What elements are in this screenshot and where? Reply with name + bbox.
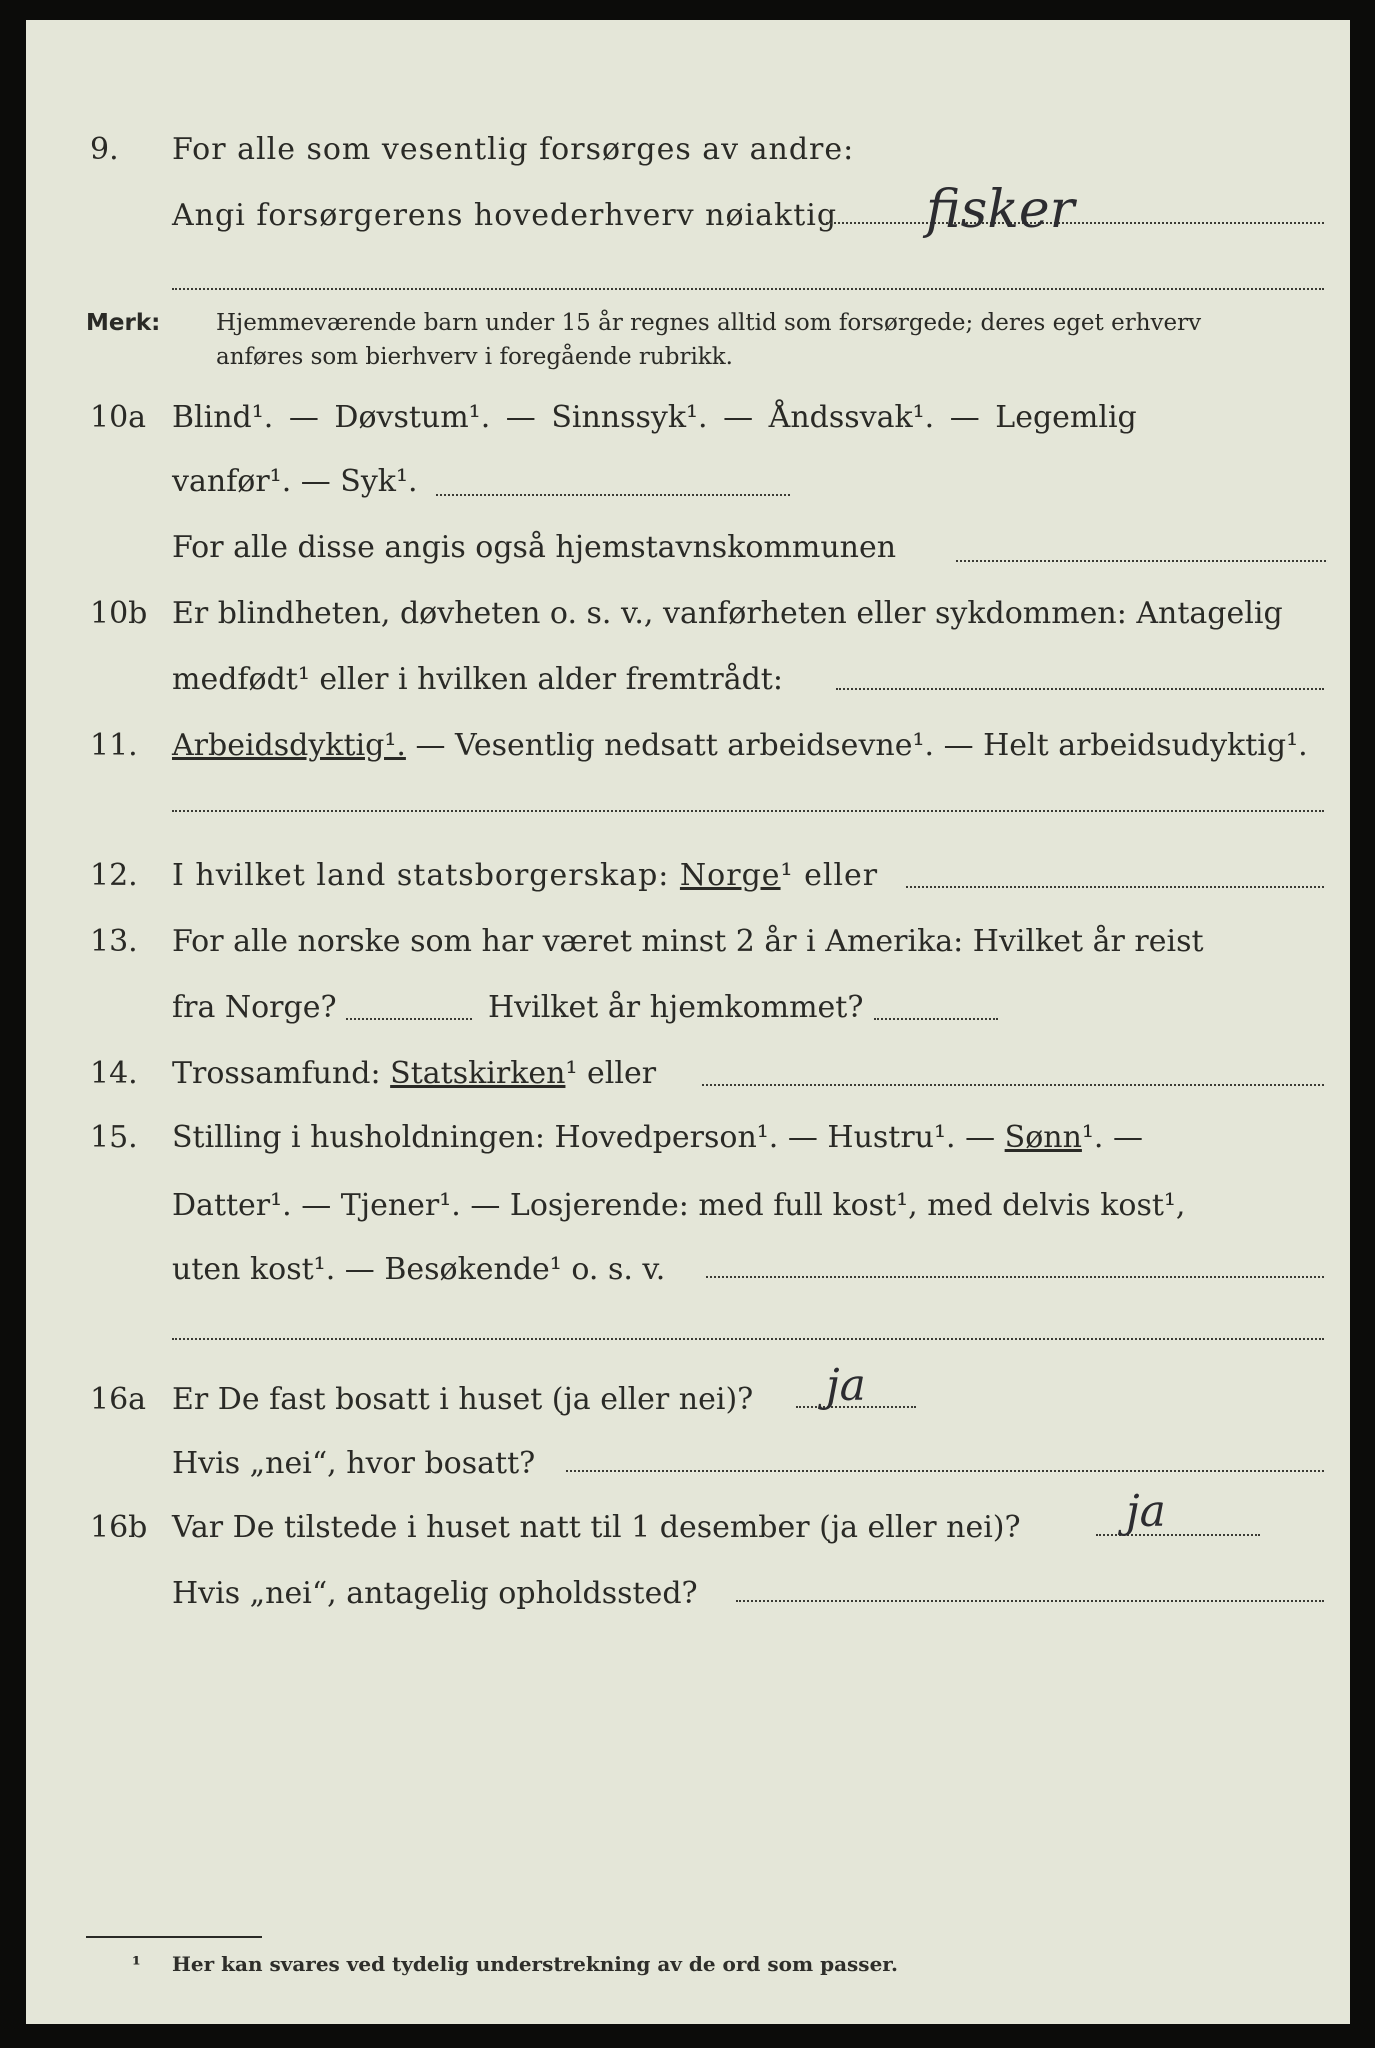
answer-line bbox=[436, 494, 790, 496]
answer-line bbox=[346, 1018, 472, 1020]
note-text: Hjemmeværende barn under 15 år regnes alltid som forsørgede; deres eget erhverv bbox=[216, 310, 1202, 336]
question-text bbox=[172, 728, 1308, 763]
question-number: 9. bbox=[90, 132, 119, 167]
answer-line bbox=[1096, 1534, 1260, 1536]
question-text bbox=[172, 858, 878, 893]
question-text: For alle som vesentlig forsørges av andre: bbox=[172, 132, 855, 167]
answer-line bbox=[906, 886, 1324, 888]
answer-line bbox=[956, 560, 1326, 562]
footnote-rule bbox=[86, 1936, 262, 1938]
question-number: 13. bbox=[90, 924, 138, 959]
answer-line bbox=[874, 1018, 998, 1020]
question-text: Hvis „nei“, antagelig opholdssted? bbox=[172, 1576, 698, 1611]
question-text: For alle norske som har været minst 2 år i Amerika: Hvilket år reist bbox=[172, 924, 1204, 959]
footnote-text: Her kan svares ved tydelig understrekning av de ord som passer. bbox=[172, 1952, 898, 1976]
selected-option: Sønn bbox=[1004, 1120, 1082, 1155]
question-number: 14. bbox=[90, 1056, 138, 1091]
selected-option: Arbeidsdyktig¹. bbox=[172, 728, 406, 763]
question-text: Er blindheten, døvheten o. s. v., vanførheten eller sykdommen: Antagelig bbox=[172, 596, 1283, 631]
question-text: vanfør¹. — Syk¹. bbox=[172, 464, 418, 499]
question-text: Er De fast bosatt i huset (ja eller nei)? bbox=[172, 1382, 754, 1417]
census-form-page bbox=[26, 20, 1350, 2024]
question-number: 16a bbox=[90, 1382, 147, 1417]
question-text: Datter¹. — Tjener¹. — Losjerende: med full kost¹, med delvis kost¹, bbox=[172, 1188, 1186, 1223]
selected-option: Statskirken bbox=[390, 1056, 566, 1091]
footnote-marker: ¹ bbox=[132, 1952, 141, 1976]
question-number: 10b bbox=[90, 596, 148, 631]
options-text: — Vesentlig nedsatt arbeidsevne¹. — Helt arbeidsudyktig¹. bbox=[405, 728, 1308, 763]
question-suffix: ¹ eller bbox=[780, 858, 879, 893]
answer-line bbox=[826, 222, 1324, 224]
selected-option: Norge bbox=[679, 858, 781, 893]
answer-line bbox=[836, 688, 1324, 690]
question-suffix: ¹. — bbox=[1081, 1120, 1144, 1155]
question-text: medfødt¹ eller i hvilken alder fremtrådt: bbox=[172, 662, 783, 697]
question-number: 16b bbox=[90, 1510, 148, 1545]
question-text: Blind¹. — Døvstum¹. — Sinnssyk¹. — Åndssvak¹. — Legemlig bbox=[172, 400, 1137, 435]
handwritten-answer: ja bbox=[1126, 1486, 1166, 1537]
separator-line bbox=[172, 1338, 1324, 1340]
question-text: uten kost¹. — Besøkende¹ o. s. v. bbox=[172, 1252, 666, 1287]
question-text bbox=[172, 1056, 656, 1091]
question-number: 10a bbox=[90, 400, 147, 435]
answer-line bbox=[736, 1600, 1324, 1602]
question-text: fra Norge? bbox=[172, 990, 337, 1025]
answer-line bbox=[566, 1470, 1324, 1472]
handwritten-answer: ja bbox=[826, 1360, 866, 1411]
note-text: anføres som bierhverv i foregående rubrikk. bbox=[216, 344, 733, 370]
question-number: 15. bbox=[90, 1120, 138, 1155]
question-text: Var De tilstede i huset natt til 1 desember (ja eller nei)? bbox=[172, 1510, 1021, 1545]
question-prefix: Stilling i husholdningen: Hovedperson¹. — Hustru¹. — bbox=[172, 1120, 1005, 1155]
question-text: Hvis „nei“, hvor bosatt? bbox=[172, 1446, 536, 1481]
handwritten-answer: fisker bbox=[926, 180, 1075, 240]
separator-line bbox=[172, 288, 1324, 290]
question-text: Hvilket år hjemkommet? bbox=[488, 990, 864, 1025]
question-number: 11. bbox=[90, 728, 138, 763]
answer-line bbox=[706, 1276, 1324, 1278]
question-prefix: Trossamfund: bbox=[172, 1056, 391, 1091]
question-text bbox=[172, 1120, 1143, 1155]
question-text: For alle disse angis også hjemstavnskommunen bbox=[172, 530, 897, 565]
question-suffix: ¹ eller bbox=[565, 1056, 657, 1091]
separator-line bbox=[172, 810, 1324, 812]
question-number: 12. bbox=[90, 858, 138, 893]
note-label: Merk: bbox=[86, 310, 161, 336]
answer-line bbox=[702, 1084, 1324, 1086]
question-text: Angi forsørgerens hovederhverv nøiaktig bbox=[172, 198, 838, 233]
question-prefix: I hvilket land statsborgerskap: bbox=[172, 858, 680, 893]
